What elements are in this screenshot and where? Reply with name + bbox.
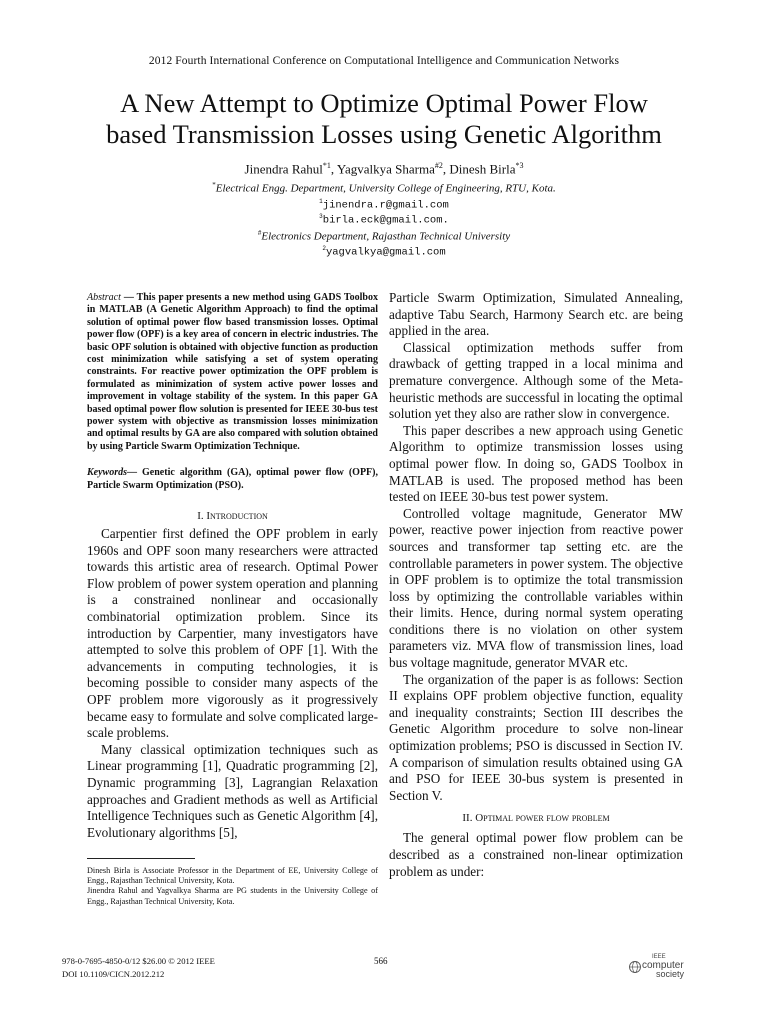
logo-line-1: IEEE xyxy=(652,954,666,960)
logo-line-2: computer xyxy=(642,960,684,971)
paragraph: The general optimal power flow problem can be described as a constrained non-linear optimization problem as under: xyxy=(389,830,683,879)
paragraph: The organization of the paper is as follows: Section II explains OPF problem objective function, equality and inequality constraints; Section III describes the Genetic Algorithm procedure to solve non-linear optimization problems; PSO is discussed in Section IV. A comparison of simulation results obtained using GA and PSO for IEEE 30-bus system is presented in Section V. xyxy=(389,671,683,803)
abstract-label: Abstract xyxy=(87,292,121,303)
paper-title xyxy=(40,88,728,150)
footnotes xyxy=(87,866,378,907)
paragraph: Particle Swarm Optimization, Simulated Annealing, adaptive Tabu Search, Harmony Search etc. are being applied in the area. xyxy=(389,290,683,339)
author-list: Jinendra Rahul$^{*1}$, Yagvalkya Sharma$^{\#2}$, Dinesh Birla$^{*3}$ xyxy=(244,161,524,177)
right-column xyxy=(389,290,683,880)
affiliation-2 xyxy=(0,229,768,243)
left-column xyxy=(87,292,378,841)
paragraph: This paper describes a new approach using Genetic Algorithm to optimize transmission losses using optimal power flow. In doing so, GADS Toolbox in MATLAB is used. The proposed method has been tested on IEEE 30-bus test power system. xyxy=(389,422,683,505)
abstract xyxy=(87,292,378,453)
affiliation-text: Electronics Department, Rajasthan Technical University xyxy=(261,230,511,243)
keywords-label: Keywords xyxy=(87,467,127,479)
footer-isbn: 978-0-7695-4850-0/12 $26.00 © 2012 IEEE xyxy=(62,956,215,966)
affiliation-mark: # xyxy=(257,229,262,237)
section-heading-introduction: I. Introduction xyxy=(197,510,268,523)
paragraph: Carpentier first defined the OPF problem in early 1960s and OPF soon many researchers were attracted towards this artistic area of research. Optimal Power Flow problem of power system operation and planning is a constrained nonlinear and occasionally combinatorial optimization problem. Since its introduction by Carpentier, many investigators have attempted to solve this problem of OPF [1]. With the advancements in computing technologies, it is becoming possible to consider many aspects of the OPF problem more vigorously as it progressively became easy to formulate and solve complicated large-scale problems. xyxy=(87,526,378,741)
affiliation-text: Electrical Engg. Department, University College of Engineering, RTU, Kota. xyxy=(215,182,556,195)
footnote: Dinesh Birla is Associate Professor in the Department of EE, University College of Engg., Rajasthan Technical University, Kota. xyxy=(87,866,378,886)
footnote-divider xyxy=(87,858,195,859)
author-name: Dinesh Birla xyxy=(449,161,516,177)
paragraph: Classical optimization methods suffer from drawback of getting trapped in a local minima and premature convergence. Although some of the Meta-heuristic methods are successful in locating the optimal solution yet they also are rather slow in convergence. xyxy=(389,339,683,422)
email-mark: 3 xyxy=(319,213,323,220)
conference-header: 2012 Fourth International Conference on Computational Intelligence and Communication Networks xyxy=(148,55,620,67)
email-text: birla.eck@gmail.com. xyxy=(322,214,449,227)
paragraph: Many classical optimization techniques such as Linear programming [1], Quadratic programming [2], Dynamic programming [3], Lagrangian Relaxation approaches and Gradient methods as well as Artificial Intelligence Techniques such as Genetic Algorithm [4], Evolutionary algorithms [5], xyxy=(87,741,378,840)
globe-icon xyxy=(630,962,641,973)
email-3 xyxy=(0,213,768,227)
author-mark: *1 xyxy=(322,161,331,170)
logo-line-3: society xyxy=(656,969,685,979)
keywords-text: — Genetic algorithm (GA), optimal power flow (OPF), Particle Swarm Optimization (PSO). xyxy=(87,467,378,491)
page-number: 566 xyxy=(374,956,388,966)
footer-publication-info xyxy=(62,955,215,980)
abstract-text: — This paper presents a new method using GADS Toolbox in MATLAB (A Genetic Algorithm Approach) to find the optimal solution of optimal power flow based transmission losses. Optimal power flow (OPF) is a key area of concern in electric industries. The basic OPF solution is obtained with objective function as production cost minimization while satisfying a set of system operating constraints. For reactive power optimization the OPF problem is formulated as minimization of system active power losses and improvement in voltage stability of the system. In this paper GA based optimal power flow solution is presented for IEEE 30-bus test power system with objective as transmission losses minimization and optimal results by GA are also compared with solution obtained by using Particle Swarm Optimization Technique. xyxy=(87,292,378,452)
title-line-1: A New Attempt to Optimize Optimal Power Flow xyxy=(120,88,648,118)
email-mark: 1 xyxy=(319,198,323,205)
footnote: Jinendra Rahul and Yagvalkya Sharma are PG students in the University College of Engg., Rajasthan Technical University, Kota. xyxy=(87,886,378,906)
email-2 xyxy=(0,245,768,259)
author-mark: #2 xyxy=(434,161,443,170)
author-name: Yagvalkya Sharma xyxy=(336,161,435,177)
email-text: yagvalkya@gmail.com xyxy=(325,246,446,259)
email-mark: 2 xyxy=(322,245,326,252)
author-name: Jinendra Rahul xyxy=(244,161,323,177)
section-heading-opf-problem: II. Optimal power flow problem xyxy=(462,812,610,825)
email-1 xyxy=(0,198,768,212)
ieee-computer-society-logo xyxy=(628,950,698,980)
title-line-2: based Transmission Losses using Genetic Algorithm xyxy=(106,119,662,149)
paragraph: Controlled voltage magnitude, Generator MW power, reactive power injection from reactive power sources and transformer tap setting etc. are the controllable parameters in power system. The objective in OPF problem is to optimize the total transmission loss by optimizing the controllable variables within their limits. Hence, during normal system operating conditions there is no violation on other system parameters viz. MVA flow of transmission lines, load bus voltage magnitude, generator MVAR etc. xyxy=(389,505,683,671)
affiliation-1 xyxy=(0,181,768,195)
keywords xyxy=(87,467,378,492)
footer-doi: DOI 10.1109/CICN.2012.212 xyxy=(62,968,165,979)
email-text: jinendra.r@gmail.com xyxy=(322,199,449,212)
affiliation-mark: * xyxy=(212,181,216,189)
author-mark: *3 xyxy=(515,161,524,170)
